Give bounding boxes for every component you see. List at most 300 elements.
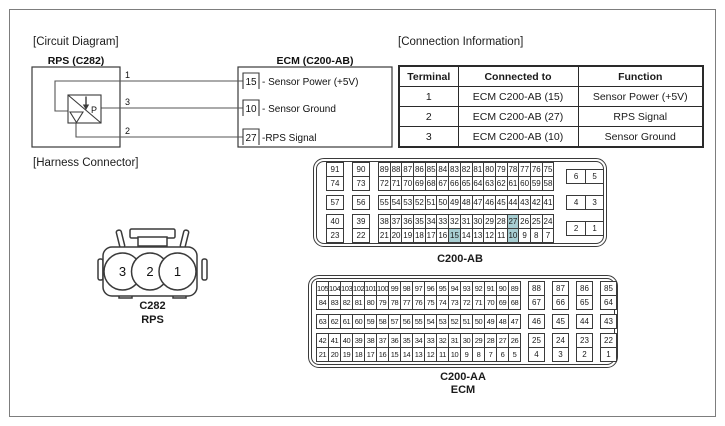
c200-ab-pin-44: 44 [507,195,520,210]
c200-aa-pin-54: 54 [424,314,437,329]
pin-row [352,176,370,191]
c200-ab-pin-2: 2 [566,221,586,236]
c200-aa-pin-98: 98 [400,281,413,296]
c200-ab-pin-31: 31 [460,214,473,229]
c200-ab-pin-77: 77 [518,162,531,177]
c200-ab-pin-38: 38 [378,214,391,229]
c200-ab-pin-88: 88 [390,162,403,177]
c200-aa-pin-36: 36 [388,333,401,348]
c200-ab-pin-22: 22 [352,228,370,243]
connector-prong-right [180,230,189,249]
c200-aa-pin-93: 93 [460,281,473,296]
c200-aa-pin-70: 70 [484,295,497,310]
c200-ab-pin-9: 9 [518,228,531,243]
c200-aa-pin-87: 87 [552,281,569,296]
c200-aa-pin-41: 41 [328,333,341,348]
pin-row [552,314,569,329]
c200-ab-pin-19: 19 [401,228,414,243]
c200-aa-pin-21: 21 [316,347,329,362]
terminal-cell: 1 [399,87,458,107]
circuit-diagram-section-label: [Circuit Diagram] [33,36,119,48]
c200-ab-pin-49: 49 [448,195,461,210]
c200-aa-pin-30: 30 [460,333,473,348]
c200-aa-pin-67: 67 [528,295,545,310]
c200-aa-pin-59: 59 [364,314,377,329]
c200-ab-pin-40: 40 [326,214,344,229]
c200-ab-pin-56: 56 [352,195,370,210]
pin-group [326,162,344,191]
c200-aa-pin-4: 4 [528,347,545,362]
pin-row [378,162,554,177]
table-row [399,107,703,127]
pin-band [316,281,614,310]
c200-aa-pin-32: 32 [436,333,449,348]
pin-group [316,333,521,362]
c200-ab-pin-71: 71 [390,176,403,191]
pin-group [552,333,569,362]
connector-prong-left [116,230,125,249]
c200-aa-pin-22: 22 [600,333,617,348]
ecm-pin-10-function: - Sensor Ground [262,104,336,115]
c200-ab-pin-42: 42 [530,195,543,210]
connector-latch-neck [138,237,167,246]
c200-aa-pin-16: 16 [376,347,389,362]
c200-aa-pin-83: 83 [328,295,341,310]
c200-aa-pin-66: 66 [552,295,569,310]
c200-ab-pin-84: 84 [436,162,449,177]
pin-group [566,221,604,236]
c200-aa-pin-52: 52 [448,314,461,329]
pin-row [566,221,604,236]
c200-ab-pin-58: 58 [542,176,555,191]
c200-ab-pin-78: 78 [507,162,520,177]
ecm-pin-15: 15 [245,77,257,88]
c200-ab-pin-43: 43 [518,195,531,210]
c200-ab-pin-23: 23 [326,228,344,243]
c200-aa-pin-8: 8 [472,347,485,362]
c200-aa-pin-82: 82 [340,295,353,310]
c200-aa-pin-1: 1 [600,347,617,362]
pin-row [600,281,617,296]
c200-aa-pin-89: 89 [508,281,521,296]
c200-ab-pin-46: 46 [483,195,496,210]
ecm-pin-10: 10 [245,104,257,115]
c200ab-connector [313,158,607,247]
c200-aa-pin-58: 58 [376,314,389,329]
c200-aa-pin-57: 57 [388,314,401,329]
c200-ab-pin-50: 50 [436,195,449,210]
c200-ab-pin-36: 36 [401,214,414,229]
pin-row [576,314,593,329]
pin-group [600,314,617,329]
c200-ab-pin-29: 29 [483,214,496,229]
function-cell: Sensor Power (+5V) [578,87,703,107]
pin-row [326,214,344,229]
c200-ab-pin-67: 67 [436,176,449,191]
c200-ab-pin-32: 32 [448,214,461,229]
c200-aa-pin-10: 10 [448,347,461,362]
ecm-pin-15-function: - Sensor Power (+5V) [262,77,359,88]
c200-aa-pin-65: 65 [576,295,593,310]
c200-ab-pin-3: 3 [585,195,605,210]
c200-aa-pin-101: 101 [364,281,377,296]
ecm-pin-27-function: -RPS Signal [262,133,317,144]
connector-tab-left [98,259,103,280]
connected-to-cell: ECM C200-AB (10) [458,127,578,148]
c200-aa-pin-95: 95 [436,281,449,296]
c200-ab-pin-28: 28 [495,214,508,229]
circuit-diagram [28,48,393,153]
pin-row [600,333,617,348]
c200ab-label: C200-AB [437,253,483,265]
c200-aa-pin-35: 35 [400,333,413,348]
c200-aa-pin-14: 14 [400,347,413,362]
c200-aa-pin-3: 3 [552,347,569,362]
c200-aa-pin-31: 31 [448,333,461,348]
c200-aa-pin-12: 12 [424,347,437,362]
c200-ab-pin-51: 51 [425,195,438,210]
pin-band [316,333,614,362]
pin-row [576,333,593,348]
c200-ab-pin-13: 13 [472,228,485,243]
col-header-function: Function [578,66,703,87]
c200-aa-pin-86: 86 [576,281,593,296]
c200-ab-pin-34: 34 [425,214,438,229]
col-header-terminal: Terminal [399,66,458,87]
pin-row [326,228,344,243]
pin-row [378,176,554,191]
c200-aa-pin-46: 46 [528,314,545,329]
pin-band [326,162,603,191]
pin-row [378,214,554,229]
c200-aa-pin-42: 42 [316,333,329,348]
c200-ab-pin-87: 87 [401,162,414,177]
c200-ab-pin-79: 79 [495,162,508,177]
c200-ab-pin-21: 21 [378,228,391,243]
connector-tab-right [202,259,207,280]
pin-group [528,281,545,310]
c200-ab-pin-59: 59 [530,176,543,191]
c200-aa-pin-13: 13 [412,347,425,362]
pin-row [528,333,545,348]
c200-ab-pin-68: 68 [425,176,438,191]
c200-aa-pin-26: 26 [508,333,521,348]
pin-row [528,281,545,296]
harness-connector-label: RPS [141,314,164,326]
c200-ab-pin-27: 27 [507,214,520,229]
c200-ab-pin-45: 45 [495,195,508,210]
pin-group [352,162,370,191]
c200-aa-pin-88: 88 [528,281,545,296]
c200-ab-pin-91: 91 [326,162,344,177]
pin-row [316,347,521,362]
c200-ab-pin-33: 33 [436,214,449,229]
terminal-cell: 3 [399,127,458,148]
c200-aa-pin-103: 103 [340,281,353,296]
pin-row [600,347,617,362]
pin-group [566,195,604,210]
c200-ab-pin-90: 90 [352,162,370,177]
c200-ab-pin-6: 6 [566,169,586,184]
c200-aa-pin-71: 71 [472,295,485,310]
c200-ab-pin-52: 52 [413,195,426,210]
pin-group [326,214,344,243]
c200-ab-pin-5: 5 [585,169,605,184]
harness-connector-name: C282 [139,300,166,312]
c200-aa-pin-44: 44 [576,314,593,329]
table-header-row [399,66,703,87]
pin-group [352,195,370,210]
c200-aa-pin-94: 94 [448,281,461,296]
c200-ab-pin-17: 17 [425,228,438,243]
c200-aa-pin-19: 19 [340,347,353,362]
c200-aa-pin-37: 37 [376,333,389,348]
c200-aa-pin-64: 64 [600,295,617,310]
c200-ab-pin-41: 41 [542,195,555,210]
c200-aa-pin-18: 18 [352,347,365,362]
pin-row [566,169,604,184]
harness-pin-1: 1 [173,264,182,279]
c200-ab-pin-25: 25 [530,214,543,229]
c200-ab-pin-55: 55 [378,195,391,210]
c200-aa-pin-39: 39 [352,333,365,348]
c200-ab-pin-81: 81 [472,162,485,177]
c200-ab-pin-18: 18 [413,228,426,243]
c200-ab-pin-8: 8 [530,228,543,243]
pin-group [576,314,593,329]
harness-connector-drawing [95,222,210,302]
pin-row [576,281,593,296]
c200-ab-pin-48: 48 [460,195,473,210]
pin-group [528,314,545,329]
pin-group [552,314,569,329]
pin-row [552,333,569,348]
c200-aa-pin-9: 9 [460,347,473,362]
c200-aa-pin-20: 20 [328,347,341,362]
connection-info-table [398,65,704,148]
c200-ab-pin-35: 35 [413,214,426,229]
c200-aa-pin-50: 50 [472,314,485,329]
function-cell: RPS Signal [578,107,703,127]
pin-group [378,162,554,191]
c200-ab-pin-69: 69 [413,176,426,191]
c200-aa-pin-61: 61 [340,314,353,329]
function-cell: Sensor Ground [578,127,703,148]
c200-ab-pin-82: 82 [460,162,473,177]
c200-aa-pin-73: 73 [448,295,461,310]
c200-aa-pin-6: 6 [496,347,509,362]
c200-aa-pin-81: 81 [352,295,365,310]
pin-row [600,295,617,310]
c200-aa-pin-15: 15 [388,347,401,362]
c200ab-connector-inner [316,161,604,244]
c200-aa-pin-29: 29 [472,333,485,348]
c200-aa-pin-48: 48 [496,314,509,329]
sensor-symbol-letter: P [91,105,98,115]
c200-aa-pin-80: 80 [364,295,377,310]
harness-pin-3: 3 [118,264,127,279]
c200-ab-pin-15: 15 [448,228,461,243]
pin-row [566,195,604,210]
c200-ab-pin-74: 74 [326,176,344,191]
c200-aa-pin-72: 72 [460,295,473,310]
c200-aa-pin-23: 23 [576,333,593,348]
connected-to-cell: ECM C200-AB (15) [458,87,578,107]
c200-ab-pin-64: 64 [472,176,485,191]
c200-ab-pin-37: 37 [390,214,403,229]
c200-ab-pin-12: 12 [483,228,496,243]
c200-aa-pin-69: 69 [496,295,509,310]
c200-ab-pin-66: 66 [448,176,461,191]
pin-row [576,295,593,310]
pin-row [352,214,370,229]
pressure-sensor-symbol [68,95,101,123]
c200-aa-pin-96: 96 [424,281,437,296]
c200-aa-pin-17: 17 [364,347,377,362]
pin-row [326,195,344,210]
table-row [399,87,703,107]
c200aa-pin-grid [316,281,614,362]
c200-ab-pin-83: 83 [448,162,461,177]
c200-aa-pin-24: 24 [552,333,569,348]
c200-aa-pin-100: 100 [376,281,389,296]
pin-group [378,214,554,243]
pin-group [378,195,554,210]
c200-aa-pin-91: 91 [484,281,497,296]
pin-group [576,333,593,362]
c200-aa-pin-56: 56 [400,314,413,329]
c200-aa-pin-68: 68 [508,295,521,310]
c200-ab-pin-85: 85 [425,162,438,177]
c200-aa-pin-92: 92 [472,281,485,296]
c200-ab-pin-1: 1 [585,221,605,236]
c200-aa-pin-53: 53 [436,314,449,329]
pin-group [528,333,545,362]
c200-ab-pin-62: 62 [495,176,508,191]
c200-ab-pin-4: 4 [566,195,586,210]
pin-group [352,214,370,243]
pin-row [576,347,593,362]
c200ab-pin-grid [326,162,603,243]
c200-ab-pin-10: 10 [507,228,520,243]
c200-ab-pin-14: 14 [460,228,473,243]
pin-row [378,195,554,210]
pin-row [316,333,521,348]
c200-aa-pin-90: 90 [496,281,509,296]
c200-aa-pin-85: 85 [600,281,617,296]
c200-aa-pin-5: 5 [508,347,521,362]
c200-aa-pin-25: 25 [528,333,545,348]
pin-group [576,281,593,310]
c200-aa-pin-45: 45 [552,314,569,329]
pin-group [600,333,617,362]
c200-aa-pin-74: 74 [436,295,449,310]
c200-aa-pin-105: 105 [316,281,329,296]
pin-row [352,228,370,243]
c200-ab-pin-73: 73 [352,176,370,191]
c200-aa-pin-28: 28 [484,333,497,348]
c200-ab-pin-26: 26 [518,214,531,229]
c200-aa-pin-47: 47 [508,314,521,329]
pin-band [316,314,614,329]
c200-aa-pin-38: 38 [364,333,377,348]
c200-ab-pin-16: 16 [436,228,449,243]
c200-ab-pin-47: 47 [472,195,485,210]
c200-aa-pin-49: 49 [484,314,497,329]
c200-aa-pin-43: 43 [600,314,617,329]
connection-information-section-label: [Connection Information] [398,36,524,48]
harness-connector-section-label: [Harness Connector] [33,157,139,169]
c200-aa-pin-104: 104 [328,281,341,296]
c200-aa-pin-77: 77 [400,295,413,310]
c200-aa-pin-63: 63 [316,314,329,329]
c200-aa-pin-76: 76 [412,295,425,310]
pin-group [326,195,344,210]
c200-ab-pin-75: 75 [542,162,555,177]
rps-pin-2-label: 2 [125,126,131,136]
pin-band [326,195,603,210]
c200-ab-pin-80: 80 [483,162,496,177]
rps-pin-3-label: 3 [125,97,131,107]
c200-aa-pin-34: 34 [412,333,425,348]
pin-row [316,295,521,310]
c200-ab-pin-61: 61 [507,176,520,191]
c200-aa-pin-79: 79 [376,295,389,310]
c200-ab-pin-53: 53 [401,195,414,210]
wire-rps-signal [76,123,243,137]
c200-ab-pin-30: 30 [472,214,485,229]
pin-row [552,281,569,296]
c200-ab-pin-39: 39 [352,214,370,229]
ecm-pin-27: 27 [245,133,257,144]
pin-row [316,314,521,329]
harness-pin-2: 2 [146,264,154,279]
c200-aa-pin-51: 51 [460,314,473,329]
ecm-box-title: ECM (C200-AB) [276,55,354,67]
c200-ab-pin-54: 54 [390,195,403,210]
c200-aa-pin-2: 2 [576,347,593,362]
c200aa-label: C200-AA [440,371,486,383]
pin-row [552,347,569,362]
c200aa-connector [308,275,618,368]
c200-aa-pin-102: 102 [352,281,365,296]
pin-row [316,281,521,296]
terminal-cell: 2 [399,107,458,127]
c200-aa-pin-78: 78 [388,295,401,310]
pin-group [316,281,521,310]
pin-band [326,214,603,243]
c200aa-connector-inner [311,278,615,365]
c200-aa-pin-55: 55 [412,314,425,329]
c200-ab-pin-60: 60 [518,176,531,191]
rps-pin-1-label: 1 [125,70,131,80]
rps-box-title: RPS (C282) [47,55,105,67]
c200-ab-pin-70: 70 [401,176,414,191]
c200-aa-pin-75: 75 [424,295,437,310]
c200-aa-pin-33: 33 [424,333,437,348]
c200-ab-pin-76: 76 [530,162,543,177]
c200-ab-pin-7: 7 [542,228,555,243]
c200-ab-pin-63: 63 [483,176,496,191]
pin-row [326,162,344,177]
pin-row [528,347,545,362]
col-header-connected-to: Connected to [458,66,578,87]
c200-ab-pin-86: 86 [413,162,426,177]
pin-row [528,295,545,310]
c200-aa-pin-7: 7 [484,347,497,362]
c200-ab-pin-57: 57 [326,195,344,210]
c200-aa-pin-11: 11 [436,347,449,362]
